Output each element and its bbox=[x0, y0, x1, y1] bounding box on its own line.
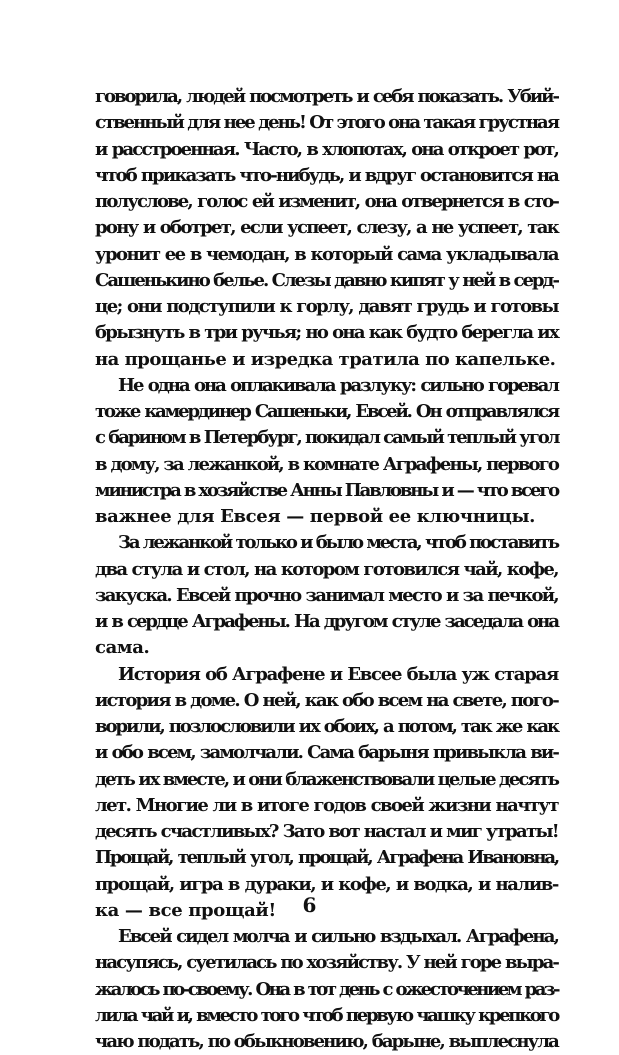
paragraph-first-line: Не одна она оплакивала разлуку: сильно горевал bbox=[118, 374, 558, 396]
text-line: на прощанье и изредка тратила по капельке. bbox=[95, 348, 556, 370]
paragraph-first-line: Евсей сидел молча и сильно вздыхал. Аграфена, bbox=[118, 926, 558, 947]
text-line: ственный для нее день! От этого она такая грустная bbox=[95, 112, 558, 134]
text-line: Прощай, теплый угол, прощай, Аграфена Ивановна, bbox=[95, 847, 558, 869]
text-line: уронит ее в чемодан, в который сама укладывала bbox=[95, 243, 558, 265]
text-line: и обо всем, замолчали. Сама барыня привыкла ви- bbox=[95, 742, 558, 764]
text-line: жалось по-своему. Она в тот день с ожесточением раз- bbox=[95, 978, 558, 1000]
paragraph-first-line: История об Аграфене и Евсее была уж старая bbox=[118, 663, 558, 685]
text-line: прощай, игра в дураки, и кофе, и водка, и налив- bbox=[95, 873, 558, 895]
page-number: 6 bbox=[302, 893, 317, 917]
text-line: закуска. Евсей прочно занимал место и за печкой, bbox=[95, 584, 558, 606]
text-line: десять счастливых? Зато вот настал и миг утраты! bbox=[95, 821, 558, 842]
text-line: ворили, позлословили их обоих, а потом, так же как bbox=[95, 716, 558, 737]
text-line: лет. Многие ли в итоге годов своей жизни начтут bbox=[95, 794, 558, 816]
text-line: брызнуть в три ручья; но она как будто берегла их bbox=[95, 322, 558, 344]
text-line: ка — все прощай! bbox=[95, 899, 276, 921]
text-line: сама. bbox=[95, 637, 150, 659]
text-line: говорила, людей посмотреть и себя показать. Убий- bbox=[95, 86, 558, 107]
text-line: в дому, за лежанкой, в комнате Аграфены, первого bbox=[95, 453, 558, 475]
text-line: це; они подступили к горлу, давят грудь и готовы bbox=[95, 296, 558, 317]
text-line: история в доме. О ней, как обо всем на свете, пого- bbox=[95, 689, 558, 711]
text-line: министра в хозяйстве Анны Павловны и — что всего bbox=[95, 479, 558, 501]
text-line: деть их вместе, и они блаженствовали целые десять bbox=[95, 768, 558, 790]
text-line: с барином в Петербург, покидал самый теплый угол bbox=[95, 427, 559, 449]
text-line: Сашенькино белье. Слезы давно кипят у ней в серд- bbox=[95, 269, 558, 291]
text-line: лила чай и, вместо того чтоб первую чашку крепкого bbox=[95, 1004, 558, 1026]
text-line: тоже камердинер Сашеньки, Евсей. Он отправлялся bbox=[95, 401, 558, 422]
text-line: и в сердце Аграфены. На другом стуле заседала она bbox=[95, 611, 558, 632]
paragraph-first-line: За лежанкой только и было места, чтоб поставить bbox=[118, 532, 558, 554]
text-line: два стула и стол, на котором готовился чай, кофе, bbox=[95, 558, 558, 580]
text-line: полуслове, голос ей изменит, она отвернется в сто- bbox=[95, 191, 558, 212]
text-line: чаю подать, по обыкновению, барыне, выплеснула bbox=[95, 1031, 558, 1052]
text-line: и расстроенная. Часто, в хлопотах, она откроет рот, bbox=[95, 138, 558, 160]
text-line: рону и оботрет, если успеет, слезу, а не успеет, так bbox=[95, 217, 558, 239]
text-line: чтоб приказать что-нибудь, и вдруг остановится на bbox=[95, 164, 558, 186]
text-line: важнее для Евсея — первой ее ключницы. bbox=[95, 506, 536, 527]
text-line: насупясь, суетилась по хозяйству. У ней горе выра- bbox=[95, 952, 558, 974]
